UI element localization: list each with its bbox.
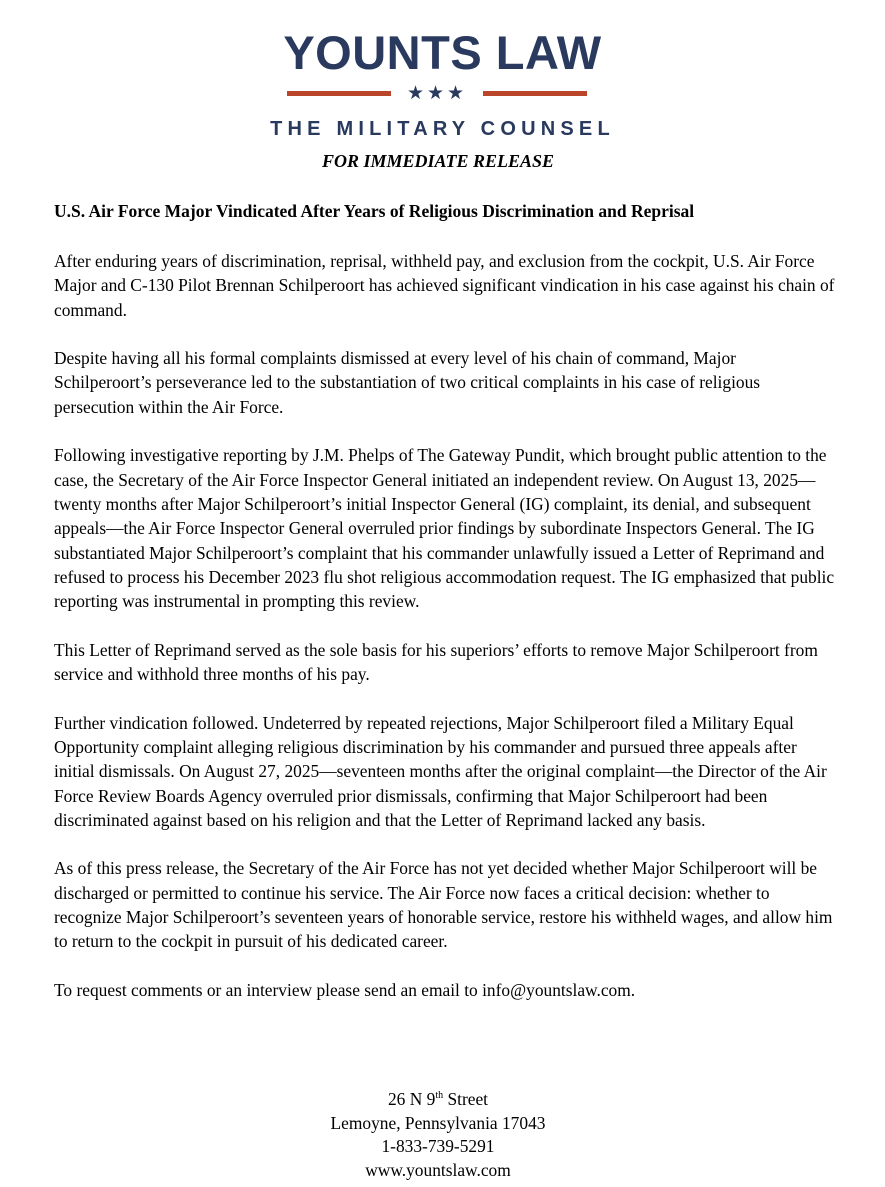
address-block bbox=[0, 1088, 876, 1182]
press-release-headline: U.S. Air Force Major Vindicated After Years of Religious Discrimination and Reprisal bbox=[54, 201, 695, 221]
stars-icon: ★★★ bbox=[406, 82, 468, 104]
paragraph: After enduring years of discrimination, reprisal, withheld pay, and exclusion from the cockpit, U.S. Air Force Major and C-130 Pilot Brennan Schilperoort has achieved significant vindication in his case against his chain of command. bbox=[54, 251, 835, 320]
paragraph: As of this press release, the Secretary of the Air Force has not yet decided whether Major Schilperoort will be discharged or permitted to continue his service. The Air Force now faces a critical decision: whether to recognize Major Schilperoort’s seventeen years of honorable service, restore his withheld wages, and allow him to return to the cockpit in pursuit of his dedicated career. bbox=[54, 858, 833, 952]
press-release-body bbox=[54, 249, 836, 1027]
website-link[interactable]: www.yountslaw.com bbox=[365, 1159, 511, 1180]
phone-number: 1-833-739-5291 bbox=[381, 1136, 495, 1156]
paragraph: This Letter of Reprimand served as the sole basis for his superiors’ efforts to remove Major Schilperoort from service and withhold three months of his pay. bbox=[54, 639, 818, 685]
paragraph: Further vindication followed. Undeterred by repeated rejections, Major Schilperoort filed a Military Equal Opportunity complaint alleging religious discrimination by his commander and pursued three appeals after initial dismissals. On August 27, 2025—seventeen months after the original complaint—the Director of the Air Force Review Boards Agency overruled prior dismissals, confirming that Major Schilperoort had been discriminated against based on his religion and that the Letter of Reprimand lacked any basis. bbox=[54, 712, 827, 830]
logo-divider bbox=[287, 84, 587, 104]
street-ordinal: th bbox=[435, 1090, 444, 1102]
paragraph: Despite having all his formal complaints dismissed at every level of his chain of command, Major Schilperoort’s perseverance led to the substantiation of two critical complaints in his case of religious persecution within the Air Force. bbox=[54, 348, 761, 417]
firm-name: YOUNTS LAW bbox=[283, 26, 602, 79]
street-address bbox=[0, 1088, 876, 1112]
release-label: FOR IMMEDIATE RELEASE bbox=[321, 151, 555, 171]
paragraph: Following investigative reporting by J.M. Phelps of The Gateway Pundit, which brought public attention to the case, the Secretary of the Air Force Inspector General initiated an independent review. On August 13, 2025—twenty months after Major Schilperoort’s initial Inspector General (IG) complaint, its denial, and subsequent appeals—the Air Force Inspector General overruled prior findings by subordinate Inspectors General. The IG substantiated Major Schilperoort’s complaint that his commander unlawfully issued a Letter of Reprimand and refused to process his December 2023 flu shot religious accommodation request. The IG emphasized that public reporting was instrumental in prompting this review. bbox=[54, 445, 835, 612]
street-number: 26 N 9 bbox=[387, 1089, 436, 1109]
contact-paragraph: To request comments or an interview please send an email to info@yountslaw.com. bbox=[54, 979, 636, 1000]
street-name: Street bbox=[443, 1089, 489, 1109]
firm-tagline: THE MILITARY COUNSEL bbox=[270, 118, 615, 140]
divider-rule-right bbox=[483, 91, 587, 96]
divider-rule-left bbox=[287, 91, 391, 96]
city-state-zip: Lemoyne, Pennsylvania 17043 bbox=[330, 1112, 546, 1133]
